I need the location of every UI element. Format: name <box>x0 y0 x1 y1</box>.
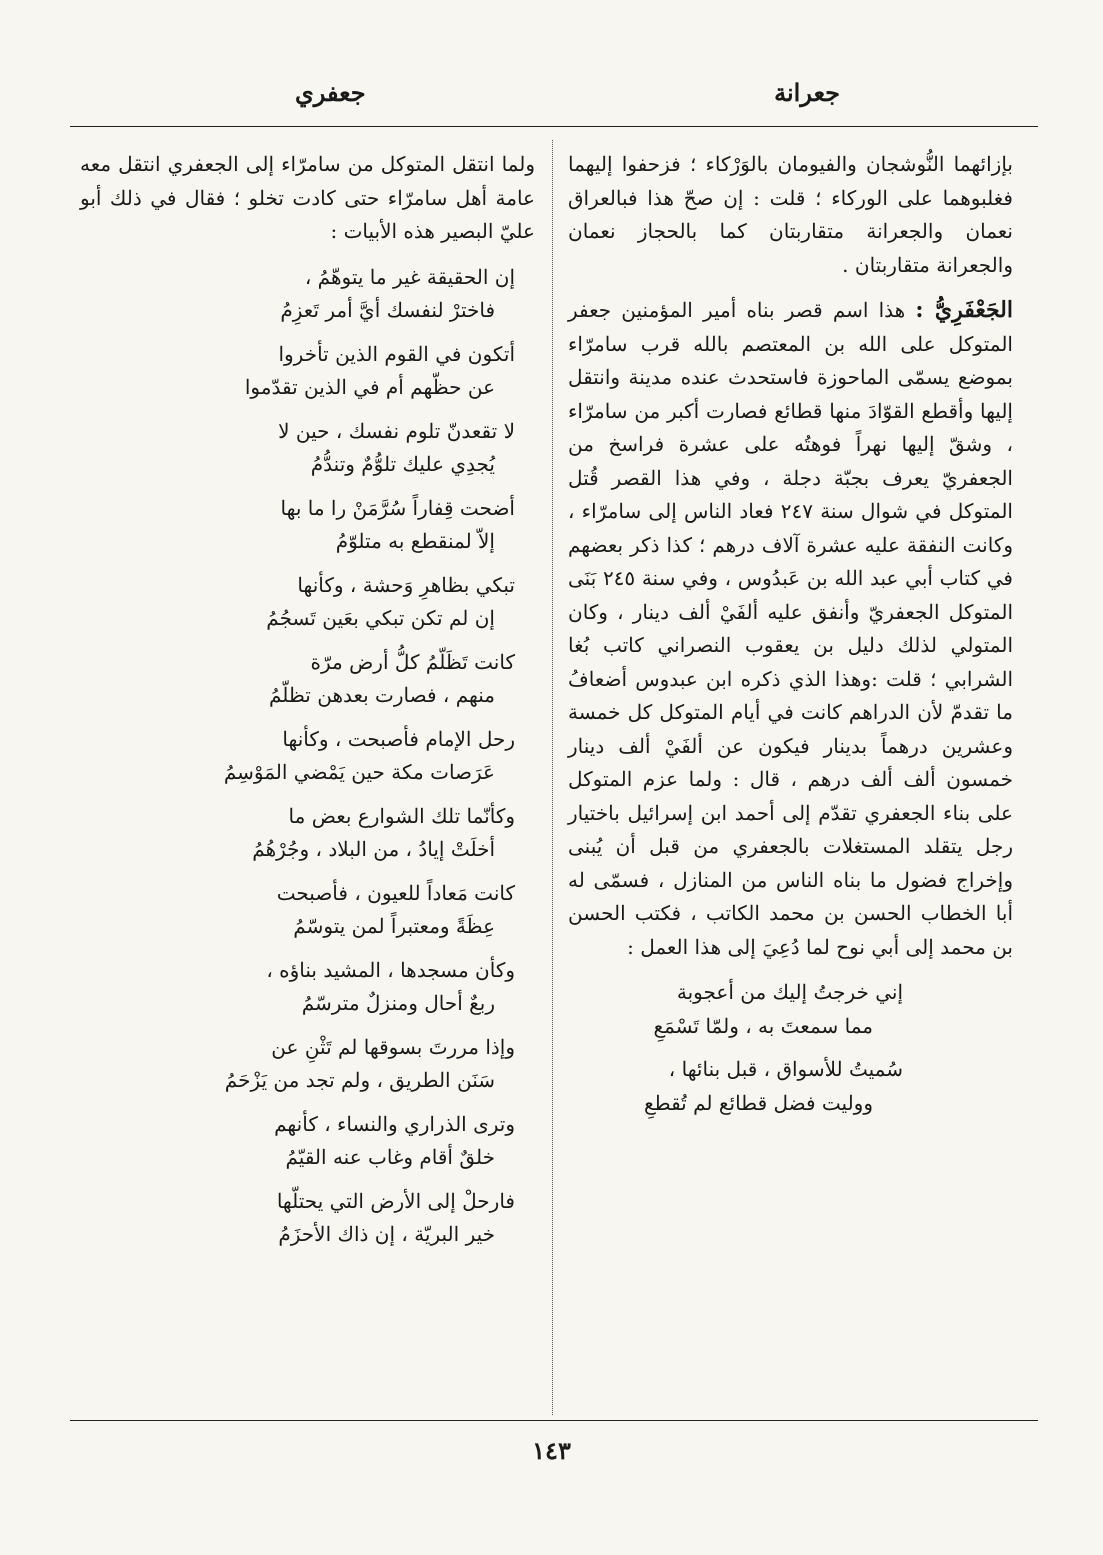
running-header <box>80 78 1040 118</box>
verse-hemistich-2: يُجدِي عليك تلوُّمٌ وتندُّمُ <box>310 452 495 476</box>
verse <box>80 338 535 405</box>
verse <box>568 976 1013 1043</box>
entry-keyword: الجَعْفَرِيُّ : <box>915 297 1013 323</box>
verse-hemistich-1: كانت تَظَلّمُ كلُّ أرض مرّة <box>310 649 515 674</box>
verse <box>80 569 535 636</box>
verse-hemistich-1: وإذا مررتَ بسوقها لم تَثْنِ عن <box>271 1034 515 1059</box>
verse <box>80 877 535 944</box>
verse-hemistich-2: عِظَةً ومعتبراً لمن يتوسّمُ <box>293 914 495 938</box>
verse-hemistich-1: وكأن مسجدها ، المشيد بناؤه ، <box>266 957 515 982</box>
verse <box>80 415 535 482</box>
verse-hemistich-1: أضحت قِفاراً سُرَّمَنْ را ما بها <box>280 495 515 520</box>
verse-hemistich-1: وكأنّما تلك الشوارع بعض ما <box>288 803 515 828</box>
verse <box>568 1053 1013 1120</box>
top-rule <box>70 126 1038 127</box>
verse-hemistich-2: منهم ، فصارت بعدهن تظلّمُ <box>268 683 495 707</box>
verse-hemistich-2: إن لم تكن تبكي بعَين تَسجُمُ <box>266 606 495 630</box>
verse-hemistich-1: سُميتُ للأسواق ، قبل بنائها ، <box>668 1057 903 1081</box>
verse <box>80 492 535 559</box>
verse-hemistich-1: إن الحقيقة غير ما يتوهّمُ ، <box>304 264 515 289</box>
header-left-title: جعفري <box>295 78 366 107</box>
verse <box>80 1185 535 1252</box>
entry-text: هذا اسم قصر بناه أمير المؤمنين جعفر المتوكل على الله بن المعتصم بالله قرب سامرّاء بموضع يسمّى الماحوزة فاستحدث عنده مدينة وانتقل إليها وأقطع القوّادَ منها قطائع فصارت أكبر من سامرّاء ، وشقّ إليها نهراً فوهتُه على عشرة فراسخ من الجعفريّ يعرف بجبّة دجلة ، وفي هذا القصر قُتل المتوكل في شوال سنة ٢٤٧ فعاد الناس إلى سامرّاء ، وكانت النفقة عليه عشرة آلاف درهم ؛ كذا ذكر بعضهم في كتاب أبي عبد الله بن عَبدُوس ، وفي سنة ٢٤٥ بَنَى المتوكل الجعفريّ وأنفق عليه ألفَيْ ألف دينار ، وكان المتولي لذلك دليل بن يعقوب النصراني كاتب بُغا الشرابي ؛ قلت :وهذا الذي ذكره ابن عبدوس أضعافُ ما تقدمّ لأن الدراهم كانت في أيام المتوكل كل خمسة وعشرين درهماً بدينار فيكون عن ألفَيْ ألف دينار خمسون ألف ألف درهم ، قال : ولما عزم المتوكل على بناء الجعفري تقدّم إلى أحمد ابن إسرائيل باختيار رجل يتقلد المستغلات بالجعفري من قبل أن يُبنى وإخراج فضول ما بناه الناس من المنازل ، فسمّى له أبا الخطاب الحسن بن محمد الكاتب ، فكتب الحسن بن محمد إلى أبي نوح لما دُعِيَ إلى هذا العمل : <box>568 298 1013 959</box>
right-column <box>568 148 1013 1130</box>
verse-hemistich-2: خلقٌ أقام وغاب عنه القيّمُ <box>285 1145 495 1169</box>
verse-hemistich-2: أخلَتْ إيادُ ، من البلاد ، وجُرْهُمُ <box>252 837 495 861</box>
verse-hemistich-2: عن حظّهم أم في الذين تقدّموا <box>244 375 495 399</box>
verse-hemistich-2: إلاّ لمنقطع به متلوّمُ <box>335 529 495 553</box>
page-number: ١٤٣ <box>532 1436 571 1465</box>
left-column <box>80 148 535 1262</box>
verse-hemistich-1: تبكي بظاهرِ وَحشة ، وكأنها <box>297 572 515 597</box>
paragraph-continuation: بإزائهما النُّوشجان والفيومان بالوَرْكاء ؛ فزحفوا إليهما فغلبوهما على الوركاء ؛ قلت : إن صحّ هذا فبالعراق نعمان والجعرانة متقاربتان كما بالحجاز نعمان والجعرانة متقاربتان . <box>568 152 1013 277</box>
column-divider <box>552 140 553 1415</box>
verse-hemistich-1: فارحلْ إلى الأرض التي يحتلّها <box>276 1188 515 1213</box>
header-right-title: جعرانة <box>774 78 840 107</box>
verse-hemistich-2: فاخترْ لنفسك أيَّ أمر تَعزِمُ <box>280 298 495 322</box>
verse-hemistich-1: أتكون في القوم الذين تأخروا <box>278 341 515 366</box>
verse <box>80 1108 535 1175</box>
verse-hemistich-2: عَرَصات مكة حين يَمْضي المَوْسِمُ <box>223 760 495 784</box>
verse-hemistich-1: رحل الإمام فأصبحت ، وكأنها <box>282 726 515 751</box>
verse <box>80 646 535 713</box>
entry-jafari <box>568 294 1013 964</box>
verse <box>80 723 535 790</box>
verse-hemistich-1: وترى الذراري والنساء ، كأنهم <box>274 1111 515 1136</box>
verse <box>80 954 535 1021</box>
verse <box>80 1031 535 1098</box>
verse-hemistich-1: لا تقعدنّ تلوم نفسك ، حين لا <box>278 418 515 443</box>
poem-intro: ولما انتقل المتوكل من سامرّاء إلى الجعفري انتقل معه عامة أهل سامرّاء حتى كادت تخلو ؛ فقال في ذلك أبو عليّ البصير هذه الأبيات : <box>80 152 535 243</box>
verse-hemistich-1: كانت مَعاداً للعيون ، فأصبحت <box>276 880 515 905</box>
verse-hemistich-2: خير البريّة ، إن ذاك الأحزَمُ <box>278 1222 495 1246</box>
verse-hemistich-2: ووليت فضل قطائع لم تُقطعِ <box>644 1090 873 1115</box>
verse <box>80 800 535 867</box>
verse <box>80 261 535 328</box>
verse-hemistich-1: إني خرجتُ إليك من أعجوبة <box>676 980 903 1004</box>
bottom-rule <box>70 1420 1038 1421</box>
verse-hemistich-2: مما سمعتَ به ، ولمّا تَسْمَعِ <box>653 1013 873 1038</box>
verse-hemistich-2: سَنَن الطريق ، ولم تجد من يَزْحَمُ <box>224 1068 495 1092</box>
verse-hemistich-2: ربعٌ أحال ومنزلٌ مترسّمُ <box>301 991 495 1015</box>
